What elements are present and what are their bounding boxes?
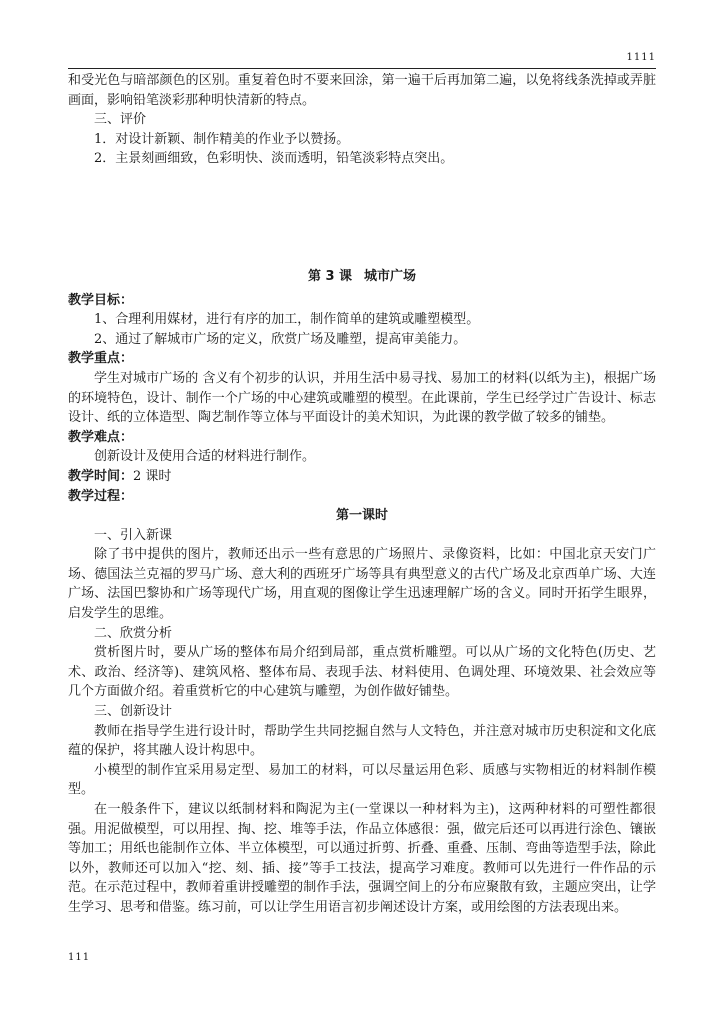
header-page-number: 1111 bbox=[626, 52, 656, 63]
page-content bbox=[68, 71, 656, 918]
intro-paragraph: 和受光色与暗部颜色的区别。重复着色时不要来回涂，第一遍干后再加第二遍，以免将线条洗掉或弄脏画面，影响铅笔淡彩那种明快清新的特点。 bbox=[68, 73, 656, 108]
section-heading: 三、创新设计 bbox=[94, 704, 173, 720]
teaching-time bbox=[68, 467, 656, 487]
difficulty-text: 创新设计及使用合适的材料进行制作。 bbox=[94, 449, 316, 465]
first-period-heading: 第一课时 bbox=[335, 508, 388, 524]
goal-item: 1、合理利用媒材，进行有序的加工，制作简单的建筑或雕塑模型。 bbox=[94, 312, 480, 328]
footer-page-number: 111 bbox=[68, 952, 91, 963]
goals-heading: 教学目标： bbox=[68, 292, 134, 308]
process-heading: 教学过程： bbox=[68, 488, 134, 504]
lesson-number: 第 3 课 bbox=[307, 268, 353, 284]
key-points-text: 学生对城市广场的 含义有个初步的认识，并用生活中易寻找、易加工的材料(以纸为主)，根据广场的环境特色，设计、制作一个广场的中心建筑或雕塑的模型。在此课前，学生已经学过广告设计、标志设计、纸的立体造型、陶艺制作等立体与平面设计的美术知识，为此课的教学做了较多的铺垫。 bbox=[68, 370, 656, 426]
section-paragraph: 在一般条件下，建议以纸制材料和陶泥为主(一堂课以一种材料为主)，这两种材料的可塑性都很强。用泥做模型，可以用捏、掏、挖、堆等手法，作品立体感很：强，做完后还可以再进行涂色、镶嵌等加工；用纸也能制作立体、半立体模型，可以通过折剪、折叠、重叠、压制、弯曲等造型手法，除此以外，教师还可以加入“挖、刻、插、接”等手工技法，提高学习难度。教师可以先进行一件作品的示范。在示范过程中，教师着重讲授雕塑的制作手法，强调空间上的分布应聚散有致，主题应突出，让学生学习、思考和借鉴。练习前，可以让学生用语言初步阐述设计方案，或用绘图的方法表现出来。 bbox=[68, 802, 656, 915]
evaluation-item: 1．对设计新颖、制作精美的作业予以赞扬。 bbox=[94, 131, 350, 147]
section-paragraph: 教师在指导学生进行设计时，帮助学生共同挖掘自然与人文特色，并注意对城市历史积淀和文化底蕴的保护，将其融人设计构思中。 bbox=[68, 723, 656, 759]
difficulty-heading: 教学难点： bbox=[68, 429, 134, 445]
time-heading: 教学时间： bbox=[68, 468, 134, 484]
section-heading: 二、欣赏分析 bbox=[94, 625, 173, 641]
lesson-name: 城市广场 bbox=[364, 268, 417, 284]
goal-item: 2、通过了解城市广场的定义，欣赏广场及雕塑，提高审美能力。 bbox=[94, 331, 467, 347]
time-value: 2 课时 bbox=[133, 468, 172, 484]
section-paragraph: 小模型的制作宜采用易定型、易加工的材料，可以尽量运用色彩、质感与实物相近的材料制作模型。 bbox=[68, 762, 656, 798]
lesson-title bbox=[68, 267, 656, 287]
evaluation-heading: 三、评价 bbox=[94, 112, 147, 128]
header-rule bbox=[68, 68, 656, 69]
evaluation-item: 2．主景刻画细致，色彩明快、淡而透明，铅笔淡彩特点突出。 bbox=[94, 151, 454, 167]
section-paragraph: 赏析图片时，要从广场的整体布局介绍到局部，重点赏析雕塑。可以从广场的文化特色(历史、艺术、政治、经济等)、建筑风格、整体布局、表现手法、材料使用、色调处理、环境效果、社会效应等几个方面做介绍。着重赏析它的中心建筑与雕塑，为创作做好铺垫。 bbox=[68, 645, 656, 700]
key-points-heading: 教学重点： bbox=[68, 351, 134, 367]
section-paragraph: 除了书中提供的图片，教师还出示一些有意思的广场照片、录像资料，比如：中国北京天安门广场、德国法兰克福的罗马广场、意大利的西班牙广场等具有典型意义的古代广场及北京西单广场、大连广场、法国巴黎协和广场等现代广场，用直观的图像让学生迅速理解广场的含义。同时开拓学生眼界，启发学生的思维。 bbox=[68, 547, 656, 622]
section-heading: 一、引入新课 bbox=[94, 527, 173, 543]
